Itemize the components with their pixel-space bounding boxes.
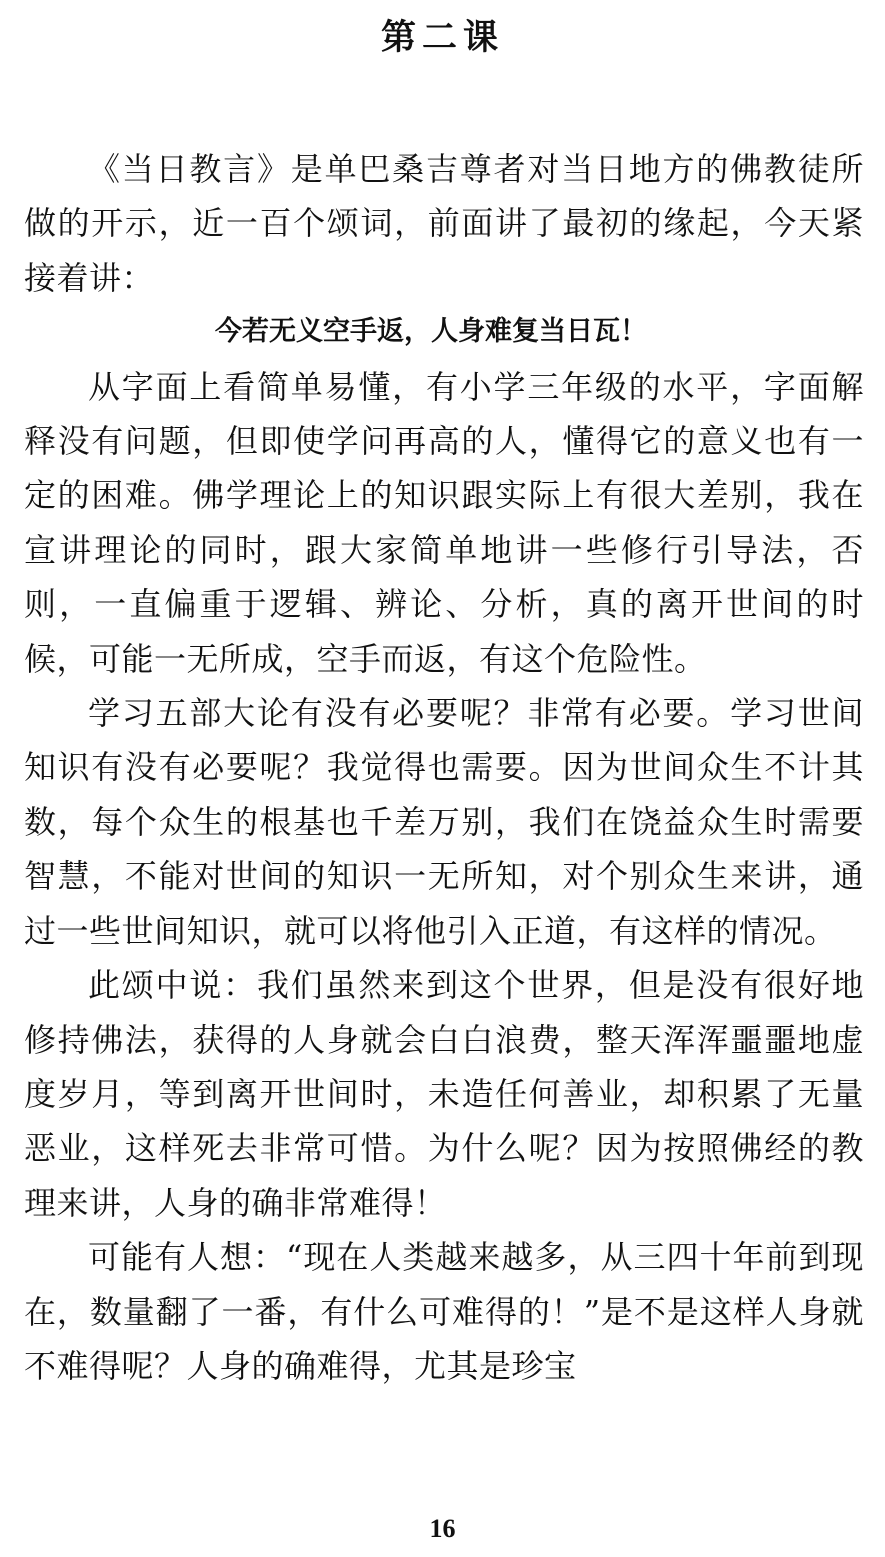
- lesson-title: 第二课: [380, 17, 504, 58]
- paragraph-explanation: 从字面上看简单易懂，有小学三年级的水平，字面解释没有问题，但即使学问再高的人，懂得它的意义也有一定的困难。佛学理论上的知识跟实际上有很大差别，我在宣讲理论的同时，跟大家简单地讲一些修行引导法，否则，一直偏重于逻辑、辨论、分析，真的离开世间的时候，可能一无所成，空手而返，有这个危险性。: [24, 367, 864, 678]
- paragraph-verse-meaning: 此颂中说：我们虽然来到这个世界，但是没有很好地修持佛法，获得的人身就会白白浪费，整天浑浑噩噩地虚度岁月，等到离开世间时，未造任何善业，却积累了无量恶业，这样死去非常可惜。为什么呢？因为按照佛经的教理来讲，人身的确非常难得！: [24, 966, 864, 1222]
- paragraph-human-birth: 可能有人想：“现在人类越来越多，从三四十年前到现在，数量翻了一番，有什么可难得的！”是不是这样人身就不难得呢？人身的确难得，尤其是珍宝: [24, 1238, 864, 1385]
- body-text: [24, 142, 864, 1393]
- verse-line: 今若无义空手返，人身难复当日瓦！: [215, 316, 647, 348]
- paragraph-intro: 《当日教言》是单巴桑吉尊者对当日地方的佛教徒所做的开示，近一百个颂词，前面讲了最初的缘起，今天紧接着讲：: [24, 150, 864, 297]
- paragraph-study: 学习五部大论有没有必要呢？非常有必要。学习世间知识有没有必要呢？我觉得也需要。因为世间众生不计其数，每个众生的根基也千差万别，我们在饶益众生时需要智慧，不能对世间的知识一无所知，对个别众生来讲，通过一些世间知识，就可以将他引入正道，有这样的情况。: [24, 694, 864, 950]
- page-number: 16: [429, 1514, 456, 1543]
